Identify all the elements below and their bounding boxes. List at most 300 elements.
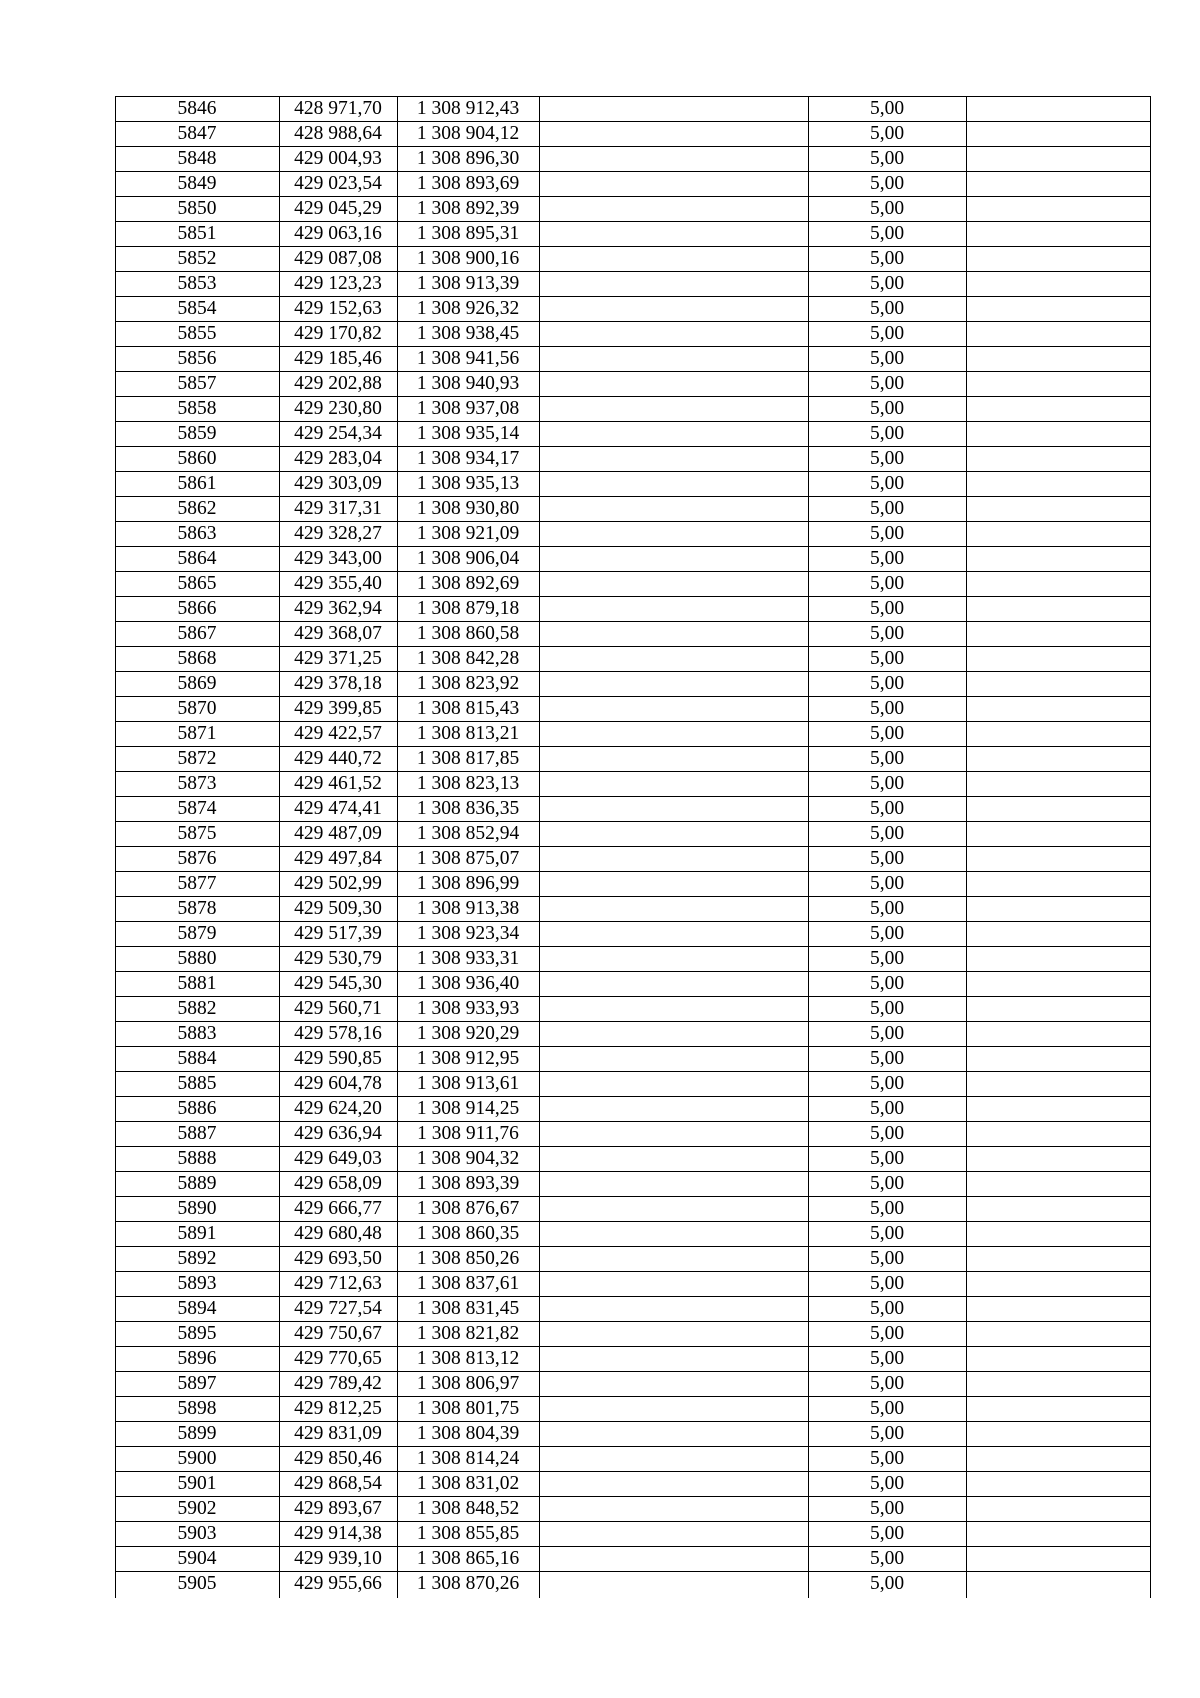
value-cell: 5,00 bbox=[869, 873, 905, 894]
value-cell: 5,00 bbox=[869, 1123, 905, 1144]
empty-cell bbox=[539, 1272, 808, 1297]
point-number-cell: 5858 bbox=[177, 398, 217, 419]
point-number-cell: 5869 bbox=[177, 673, 217, 694]
x-coordinate-cell: 429 230,80 bbox=[294, 398, 382, 419]
table-row bbox=[115, 321, 1150, 346]
point-number-cell: 5902 bbox=[177, 1498, 217, 1519]
empty-cell bbox=[966, 1497, 1150, 1522]
table-row bbox=[115, 971, 1150, 996]
table-row bbox=[115, 1496, 1150, 1521]
x-coordinate-cell: 429 636,94 bbox=[294, 1123, 382, 1144]
empty-cell bbox=[539, 797, 808, 822]
value-cell: 5,00 bbox=[869, 1573, 905, 1594]
point-number-cell: 5867 bbox=[177, 623, 217, 644]
value-cell: 5,00 bbox=[869, 148, 905, 169]
point-number-cell: 5895 bbox=[177, 1323, 217, 1344]
x-coordinate-cell: 429 649,03 bbox=[294, 1148, 382, 1169]
point-number-cell: 5861 bbox=[177, 473, 217, 494]
x-coordinate-cell: 429 590,85 bbox=[294, 1048, 382, 1069]
empty-cell bbox=[966, 297, 1150, 322]
y-coordinate-cell: 1 308 852,94 bbox=[416, 823, 520, 844]
x-coordinate-cell: 429 666,77 bbox=[294, 1198, 382, 1219]
x-coordinate-cell: 429 624,20 bbox=[294, 1098, 382, 1119]
point-number-cell: 5888 bbox=[177, 1148, 217, 1169]
point-number-cell: 5875 bbox=[177, 823, 217, 844]
empty-cell bbox=[539, 547, 808, 572]
empty-cell bbox=[539, 97, 808, 122]
value-cell: 5,00 bbox=[869, 1173, 905, 1194]
empty-cell bbox=[966, 147, 1150, 172]
empty-cell bbox=[539, 1422, 808, 1447]
point-number-cell: 5882 bbox=[177, 998, 217, 1019]
table-row bbox=[115, 646, 1150, 671]
empty-cell bbox=[539, 497, 808, 522]
value-cell: 5,00 bbox=[869, 748, 905, 769]
x-coordinate-cell: 429 362,94 bbox=[294, 598, 382, 619]
x-coordinate-cell: 429 328,27 bbox=[294, 523, 382, 544]
empty-cell bbox=[966, 822, 1150, 847]
value-cell: 5,00 bbox=[869, 173, 905, 194]
y-coordinate-cell: 1 308 933,93 bbox=[416, 998, 520, 1019]
y-coordinate-cell: 1 308 926,32 bbox=[416, 298, 520, 319]
table-row bbox=[115, 271, 1150, 296]
empty-cell bbox=[966, 1022, 1150, 1047]
table-row bbox=[115, 721, 1150, 746]
value-cell: 5,00 bbox=[869, 998, 905, 1019]
value-cell: 5,00 bbox=[869, 473, 905, 494]
table-row bbox=[115, 1021, 1150, 1046]
y-coordinate-cell: 1 308 804,39 bbox=[416, 1423, 520, 1444]
empty-cell bbox=[539, 297, 808, 322]
point-number-cell: 5886 bbox=[177, 1098, 217, 1119]
y-coordinate-cell: 1 308 935,14 bbox=[416, 423, 520, 444]
value-cell: 5,00 bbox=[869, 698, 905, 719]
table-column-divider bbox=[966, 96, 967, 1598]
y-coordinate-cell: 1 308 921,09 bbox=[416, 523, 520, 544]
point-number-cell: 5880 bbox=[177, 948, 217, 969]
value-cell: 5,00 bbox=[869, 98, 905, 119]
x-coordinate-cell: 429 063,16 bbox=[294, 223, 382, 244]
point-number-cell: 5851 bbox=[177, 223, 217, 244]
y-coordinate-cell: 1 308 875,07 bbox=[416, 848, 520, 869]
value-cell: 5,00 bbox=[869, 598, 905, 619]
empty-cell bbox=[966, 1097, 1150, 1122]
x-coordinate-cell: 429 812,25 bbox=[294, 1398, 382, 1419]
empty-cell bbox=[539, 422, 808, 447]
table-row bbox=[115, 1521, 1150, 1546]
x-coordinate-cell: 429 368,07 bbox=[294, 623, 382, 644]
point-number-cell: 5899 bbox=[177, 1423, 217, 1444]
value-cell: 5,00 bbox=[869, 1298, 905, 1319]
table-row bbox=[115, 1071, 1150, 1096]
y-coordinate-cell: 1 308 893,39 bbox=[416, 1173, 520, 1194]
y-coordinate-cell: 1 308 823,92 bbox=[416, 673, 520, 694]
empty-cell bbox=[966, 1172, 1150, 1197]
empty-cell bbox=[539, 447, 808, 472]
value-cell: 5,00 bbox=[869, 1198, 905, 1219]
value-cell: 5,00 bbox=[869, 1498, 905, 1519]
empty-cell bbox=[966, 1272, 1150, 1297]
empty-cell bbox=[966, 497, 1150, 522]
y-coordinate-cell: 1 308 850,26 bbox=[416, 1248, 520, 1269]
y-coordinate-cell: 1 308 813,21 bbox=[416, 723, 520, 744]
x-coordinate-cell: 429 461,52 bbox=[294, 773, 382, 794]
x-coordinate-cell: 429 422,57 bbox=[294, 723, 382, 744]
x-coordinate-cell: 429 727,54 bbox=[294, 1298, 382, 1319]
y-coordinate-cell: 1 308 904,12 bbox=[416, 123, 520, 144]
table-row bbox=[115, 221, 1150, 246]
point-number-cell: 5883 bbox=[177, 1023, 217, 1044]
empty-cell bbox=[966, 647, 1150, 672]
table-row bbox=[115, 821, 1150, 846]
empty-cell bbox=[539, 922, 808, 947]
y-coordinate-cell: 1 308 801,75 bbox=[416, 1398, 520, 1419]
table-row bbox=[115, 1471, 1150, 1496]
y-coordinate-cell: 1 308 913,38 bbox=[416, 898, 520, 919]
value-cell: 5,00 bbox=[869, 1448, 905, 1469]
y-coordinate-cell: 1 308 913,61 bbox=[416, 1073, 520, 1094]
empty-cell bbox=[539, 147, 808, 172]
point-number-cell: 5865 bbox=[177, 573, 217, 594]
table-column-divider bbox=[808, 96, 809, 1598]
empty-cell bbox=[966, 1047, 1150, 1072]
value-cell: 5,00 bbox=[869, 498, 905, 519]
table-row bbox=[115, 1546, 1150, 1571]
y-coordinate-cell: 1 308 817,85 bbox=[416, 748, 520, 769]
point-number-cell: 5893 bbox=[177, 1273, 217, 1294]
table-row bbox=[115, 1046, 1150, 1071]
table-row bbox=[115, 521, 1150, 546]
table-row bbox=[115, 1371, 1150, 1396]
empty-cell bbox=[539, 397, 808, 422]
empty-cell bbox=[966, 597, 1150, 622]
empty-cell bbox=[966, 1547, 1150, 1572]
value-cell: 5,00 bbox=[869, 198, 905, 219]
value-cell: 5,00 bbox=[869, 448, 905, 469]
y-coordinate-cell: 1 308 911,76 bbox=[417, 1123, 519, 1144]
point-number-cell: 5897 bbox=[177, 1373, 217, 1394]
y-coordinate-cell: 1 308 806,97 bbox=[416, 1373, 520, 1394]
table-row bbox=[115, 746, 1150, 771]
value-cell: 5,00 bbox=[869, 1223, 905, 1244]
x-coordinate-cell: 429 693,50 bbox=[294, 1248, 382, 1269]
x-coordinate-cell: 429 560,71 bbox=[294, 998, 382, 1019]
y-coordinate-cell: 1 308 831,02 bbox=[416, 1473, 520, 1494]
empty-cell bbox=[966, 347, 1150, 372]
empty-cell bbox=[966, 372, 1150, 397]
x-coordinate-cell: 428 988,64 bbox=[294, 123, 382, 144]
empty-cell bbox=[539, 347, 808, 372]
point-number-cell: 5904 bbox=[177, 1548, 217, 1569]
empty-cell bbox=[539, 1522, 808, 1547]
table-row bbox=[115, 246, 1150, 271]
point-number-cell: 5890 bbox=[177, 1198, 217, 1219]
table-row bbox=[115, 371, 1150, 396]
y-coordinate-cell: 1 308 831,45 bbox=[416, 1298, 520, 1319]
x-coordinate-cell: 429 087,08 bbox=[294, 248, 382, 269]
empty-cell bbox=[539, 1122, 808, 1147]
empty-cell bbox=[539, 472, 808, 497]
empty-cell bbox=[539, 647, 808, 672]
table-row bbox=[115, 696, 1150, 721]
x-coordinate-cell: 429 893,67 bbox=[294, 1498, 382, 1519]
empty-cell bbox=[539, 122, 808, 147]
table-row bbox=[115, 471, 1150, 496]
value-cell: 5,00 bbox=[869, 1273, 905, 1294]
point-number-cell: 5877 bbox=[177, 873, 217, 894]
empty-cell bbox=[966, 1122, 1150, 1147]
empty-cell bbox=[966, 1522, 1150, 1547]
point-number-cell: 5853 bbox=[177, 273, 217, 294]
value-cell: 5,00 bbox=[869, 1023, 905, 1044]
table-row bbox=[115, 196, 1150, 221]
empty-cell bbox=[539, 1547, 808, 1572]
y-coordinate-cell: 1 308 870,26 bbox=[416, 1573, 520, 1594]
value-cell: 5,00 bbox=[869, 573, 905, 594]
empty-cell bbox=[966, 447, 1150, 472]
y-coordinate-cell: 1 308 940,93 bbox=[416, 373, 520, 394]
x-coordinate-cell: 429 604,78 bbox=[294, 1073, 382, 1094]
point-number-cell: 5849 bbox=[177, 173, 217, 194]
value-cell: 5,00 bbox=[869, 948, 905, 969]
table-row bbox=[115, 421, 1150, 446]
empty-cell bbox=[539, 1297, 808, 1322]
point-number-cell: 5863 bbox=[177, 523, 217, 544]
x-coordinate-cell: 429 850,46 bbox=[294, 1448, 382, 1469]
value-cell: 5,00 bbox=[869, 323, 905, 344]
empty-cell bbox=[966, 797, 1150, 822]
x-coordinate-cell: 429 440,72 bbox=[294, 748, 382, 769]
table-row bbox=[115, 1246, 1150, 1271]
y-coordinate-cell: 1 308 912,95 bbox=[416, 1048, 520, 1069]
value-cell: 5,00 bbox=[869, 548, 905, 569]
empty-cell bbox=[966, 1347, 1150, 1372]
x-coordinate-cell: 429 497,84 bbox=[294, 848, 382, 869]
empty-cell bbox=[539, 1372, 808, 1397]
y-coordinate-cell: 1 308 893,69 bbox=[416, 173, 520, 194]
empty-cell bbox=[539, 1197, 808, 1222]
x-coordinate-cell: 429 680,48 bbox=[294, 1223, 382, 1244]
y-coordinate-cell: 1 308 892,39 bbox=[416, 198, 520, 219]
y-coordinate-cell: 1 308 823,13 bbox=[416, 773, 520, 794]
y-coordinate-cell: 1 308 923,34 bbox=[416, 923, 520, 944]
point-number-cell: 5905 bbox=[177, 1573, 217, 1594]
empty-cell bbox=[539, 872, 808, 897]
table-row bbox=[115, 546, 1150, 571]
empty-cell bbox=[539, 322, 808, 347]
y-coordinate-cell: 1 308 933,31 bbox=[416, 948, 520, 969]
point-number-cell: 5855 bbox=[177, 323, 217, 344]
x-coordinate-cell: 429 914,38 bbox=[294, 1523, 382, 1544]
point-number-cell: 5881 bbox=[177, 973, 217, 994]
empty-cell bbox=[966, 722, 1150, 747]
table-row bbox=[115, 1346, 1150, 1371]
empty-cell bbox=[539, 897, 808, 922]
x-coordinate-cell: 428 971,70 bbox=[294, 98, 382, 119]
table-row bbox=[115, 571, 1150, 596]
x-coordinate-cell: 429 545,30 bbox=[294, 973, 382, 994]
empty-cell bbox=[539, 972, 808, 997]
table-row bbox=[115, 671, 1150, 696]
y-coordinate-cell: 1 308 935,13 bbox=[416, 473, 520, 494]
empty-cell bbox=[966, 97, 1150, 122]
x-coordinate-cell: 429 303,09 bbox=[294, 473, 382, 494]
x-coordinate-cell: 429 474,41 bbox=[294, 798, 382, 819]
empty-cell bbox=[966, 1072, 1150, 1097]
empty-cell bbox=[966, 997, 1150, 1022]
y-coordinate-cell: 1 308 848,52 bbox=[416, 1498, 520, 1519]
point-number-cell: 5873 bbox=[177, 773, 217, 794]
empty-cell bbox=[539, 697, 808, 722]
value-cell: 5,00 bbox=[869, 823, 905, 844]
table-row bbox=[115, 596, 1150, 621]
empty-cell bbox=[539, 1022, 808, 1047]
empty-cell bbox=[966, 1422, 1150, 1447]
y-coordinate-cell: 1 308 860,58 bbox=[416, 623, 520, 644]
point-number-cell: 5879 bbox=[177, 923, 217, 944]
empty-cell bbox=[966, 897, 1150, 922]
empty-cell bbox=[539, 1247, 808, 1272]
table-column-divider bbox=[397, 96, 398, 1598]
table-row bbox=[115, 1196, 1150, 1221]
empty-cell bbox=[966, 1447, 1150, 1472]
table-row bbox=[115, 871, 1150, 896]
point-number-cell: 5846 bbox=[177, 98, 217, 119]
x-coordinate-cell: 429 185,46 bbox=[294, 348, 382, 369]
empty-cell bbox=[966, 1472, 1150, 1497]
point-number-cell: 5854 bbox=[177, 298, 217, 319]
x-coordinate-cell: 429 355,40 bbox=[294, 573, 382, 594]
point-number-cell: 5870 bbox=[177, 698, 217, 719]
value-cell: 5,00 bbox=[869, 248, 905, 269]
x-coordinate-cell: 429 517,39 bbox=[294, 923, 382, 944]
x-coordinate-cell: 429 530,79 bbox=[294, 948, 382, 969]
point-number-cell: 5891 bbox=[177, 1223, 217, 1244]
empty-cell bbox=[966, 122, 1150, 147]
x-coordinate-cell: 429 578,16 bbox=[294, 1023, 382, 1044]
table-row bbox=[115, 446, 1150, 471]
table-row bbox=[115, 796, 1150, 821]
y-coordinate-cell: 1 308 896,30 bbox=[416, 148, 520, 169]
value-cell: 5,00 bbox=[869, 373, 905, 394]
empty-cell bbox=[539, 1497, 808, 1522]
value-cell: 5,00 bbox=[869, 848, 905, 869]
y-coordinate-cell: 1 308 934,17 bbox=[416, 448, 520, 469]
y-coordinate-cell: 1 308 821,82 bbox=[416, 1323, 520, 1344]
table-row bbox=[115, 946, 1150, 971]
empty-cell bbox=[966, 1197, 1150, 1222]
empty-cell bbox=[966, 472, 1150, 497]
value-cell: 5,00 bbox=[869, 1323, 905, 1344]
empty-cell bbox=[966, 922, 1150, 947]
value-cell: 5,00 bbox=[869, 298, 905, 319]
value-cell: 5,00 bbox=[869, 1373, 905, 1394]
empty-cell bbox=[539, 1447, 808, 1472]
table-row bbox=[115, 96, 1150, 121]
table-row bbox=[115, 1146, 1150, 1171]
point-number-cell: 5874 bbox=[177, 798, 217, 819]
value-cell: 5,00 bbox=[869, 223, 905, 244]
value-cell: 5,00 bbox=[869, 673, 905, 694]
value-cell: 5,00 bbox=[869, 723, 905, 744]
point-number-cell: 5878 bbox=[177, 898, 217, 919]
x-coordinate-cell: 429 378,18 bbox=[294, 673, 382, 694]
value-cell: 5,00 bbox=[869, 1473, 905, 1494]
x-coordinate-cell: 429 509,30 bbox=[294, 898, 382, 919]
x-coordinate-cell: 429 343,00 bbox=[294, 548, 382, 569]
x-coordinate-cell: 429 868,54 bbox=[294, 1473, 382, 1494]
y-coordinate-cell: 1 308 855,85 bbox=[416, 1523, 520, 1544]
y-coordinate-cell: 1 308 936,40 bbox=[416, 973, 520, 994]
empty-cell bbox=[966, 1572, 1150, 1597]
empty-cell bbox=[966, 247, 1150, 272]
empty-cell bbox=[966, 1322, 1150, 1347]
y-coordinate-cell: 1 308 865,16 bbox=[416, 1548, 520, 1569]
table-row bbox=[115, 496, 1150, 521]
x-coordinate-cell: 429 399,85 bbox=[294, 698, 382, 719]
point-number-cell: 5866 bbox=[177, 598, 217, 619]
value-cell: 5,00 bbox=[869, 1423, 905, 1444]
point-number-cell: 5901 bbox=[177, 1473, 217, 1494]
y-coordinate-cell: 1 308 937,08 bbox=[416, 398, 520, 419]
table-column-divider bbox=[539, 96, 540, 1598]
y-coordinate-cell: 1 308 860,35 bbox=[416, 1223, 520, 1244]
y-coordinate-cell: 1 308 900,16 bbox=[416, 248, 520, 269]
table-row bbox=[115, 1421, 1150, 1446]
x-coordinate-cell: 429 487,09 bbox=[294, 823, 382, 844]
table-row bbox=[115, 1446, 1150, 1471]
value-cell: 5,00 bbox=[869, 1548, 905, 1569]
empty-cell bbox=[539, 372, 808, 397]
point-number-cell: 5872 bbox=[177, 748, 217, 769]
empty-cell bbox=[966, 1372, 1150, 1397]
table-row bbox=[115, 896, 1150, 921]
value-cell: 5,00 bbox=[869, 623, 905, 644]
empty-cell bbox=[966, 572, 1150, 597]
y-coordinate-cell: 1 308 904,32 bbox=[416, 1148, 520, 1169]
point-number-cell: 5892 bbox=[177, 1248, 217, 1269]
empty-cell bbox=[539, 1172, 808, 1197]
empty-cell bbox=[539, 1097, 808, 1122]
empty-cell bbox=[966, 1247, 1150, 1272]
table-column-divider bbox=[1150, 96, 1151, 1598]
empty-cell bbox=[539, 847, 808, 872]
empty-cell bbox=[539, 1222, 808, 1247]
x-coordinate-cell: 429 283,04 bbox=[294, 448, 382, 469]
table-row bbox=[115, 146, 1150, 171]
x-coordinate-cell: 429 123,23 bbox=[294, 273, 382, 294]
empty-cell bbox=[966, 1297, 1150, 1322]
y-coordinate-cell: 1 308 930,80 bbox=[416, 498, 520, 519]
empty-cell bbox=[966, 772, 1150, 797]
empty-cell bbox=[539, 947, 808, 972]
x-coordinate-cell: 429 939,10 bbox=[294, 1548, 382, 1569]
y-coordinate-cell: 1 308 906,04 bbox=[416, 548, 520, 569]
empty-cell bbox=[539, 597, 808, 622]
empty-cell bbox=[539, 522, 808, 547]
empty-cell bbox=[966, 1397, 1150, 1422]
point-number-cell: 5857 bbox=[177, 373, 217, 394]
table-row bbox=[115, 1171, 1150, 1196]
y-coordinate-cell: 1 308 892,69 bbox=[416, 573, 520, 594]
value-cell: 5,00 bbox=[869, 423, 905, 444]
value-cell: 5,00 bbox=[869, 273, 905, 294]
y-coordinate-cell: 1 308 896,99 bbox=[416, 873, 520, 894]
x-coordinate-cell: 429 004,93 bbox=[294, 148, 382, 169]
value-cell: 5,00 bbox=[869, 348, 905, 369]
point-number-cell: 5852 bbox=[177, 248, 217, 269]
point-number-cell: 5868 bbox=[177, 648, 217, 669]
